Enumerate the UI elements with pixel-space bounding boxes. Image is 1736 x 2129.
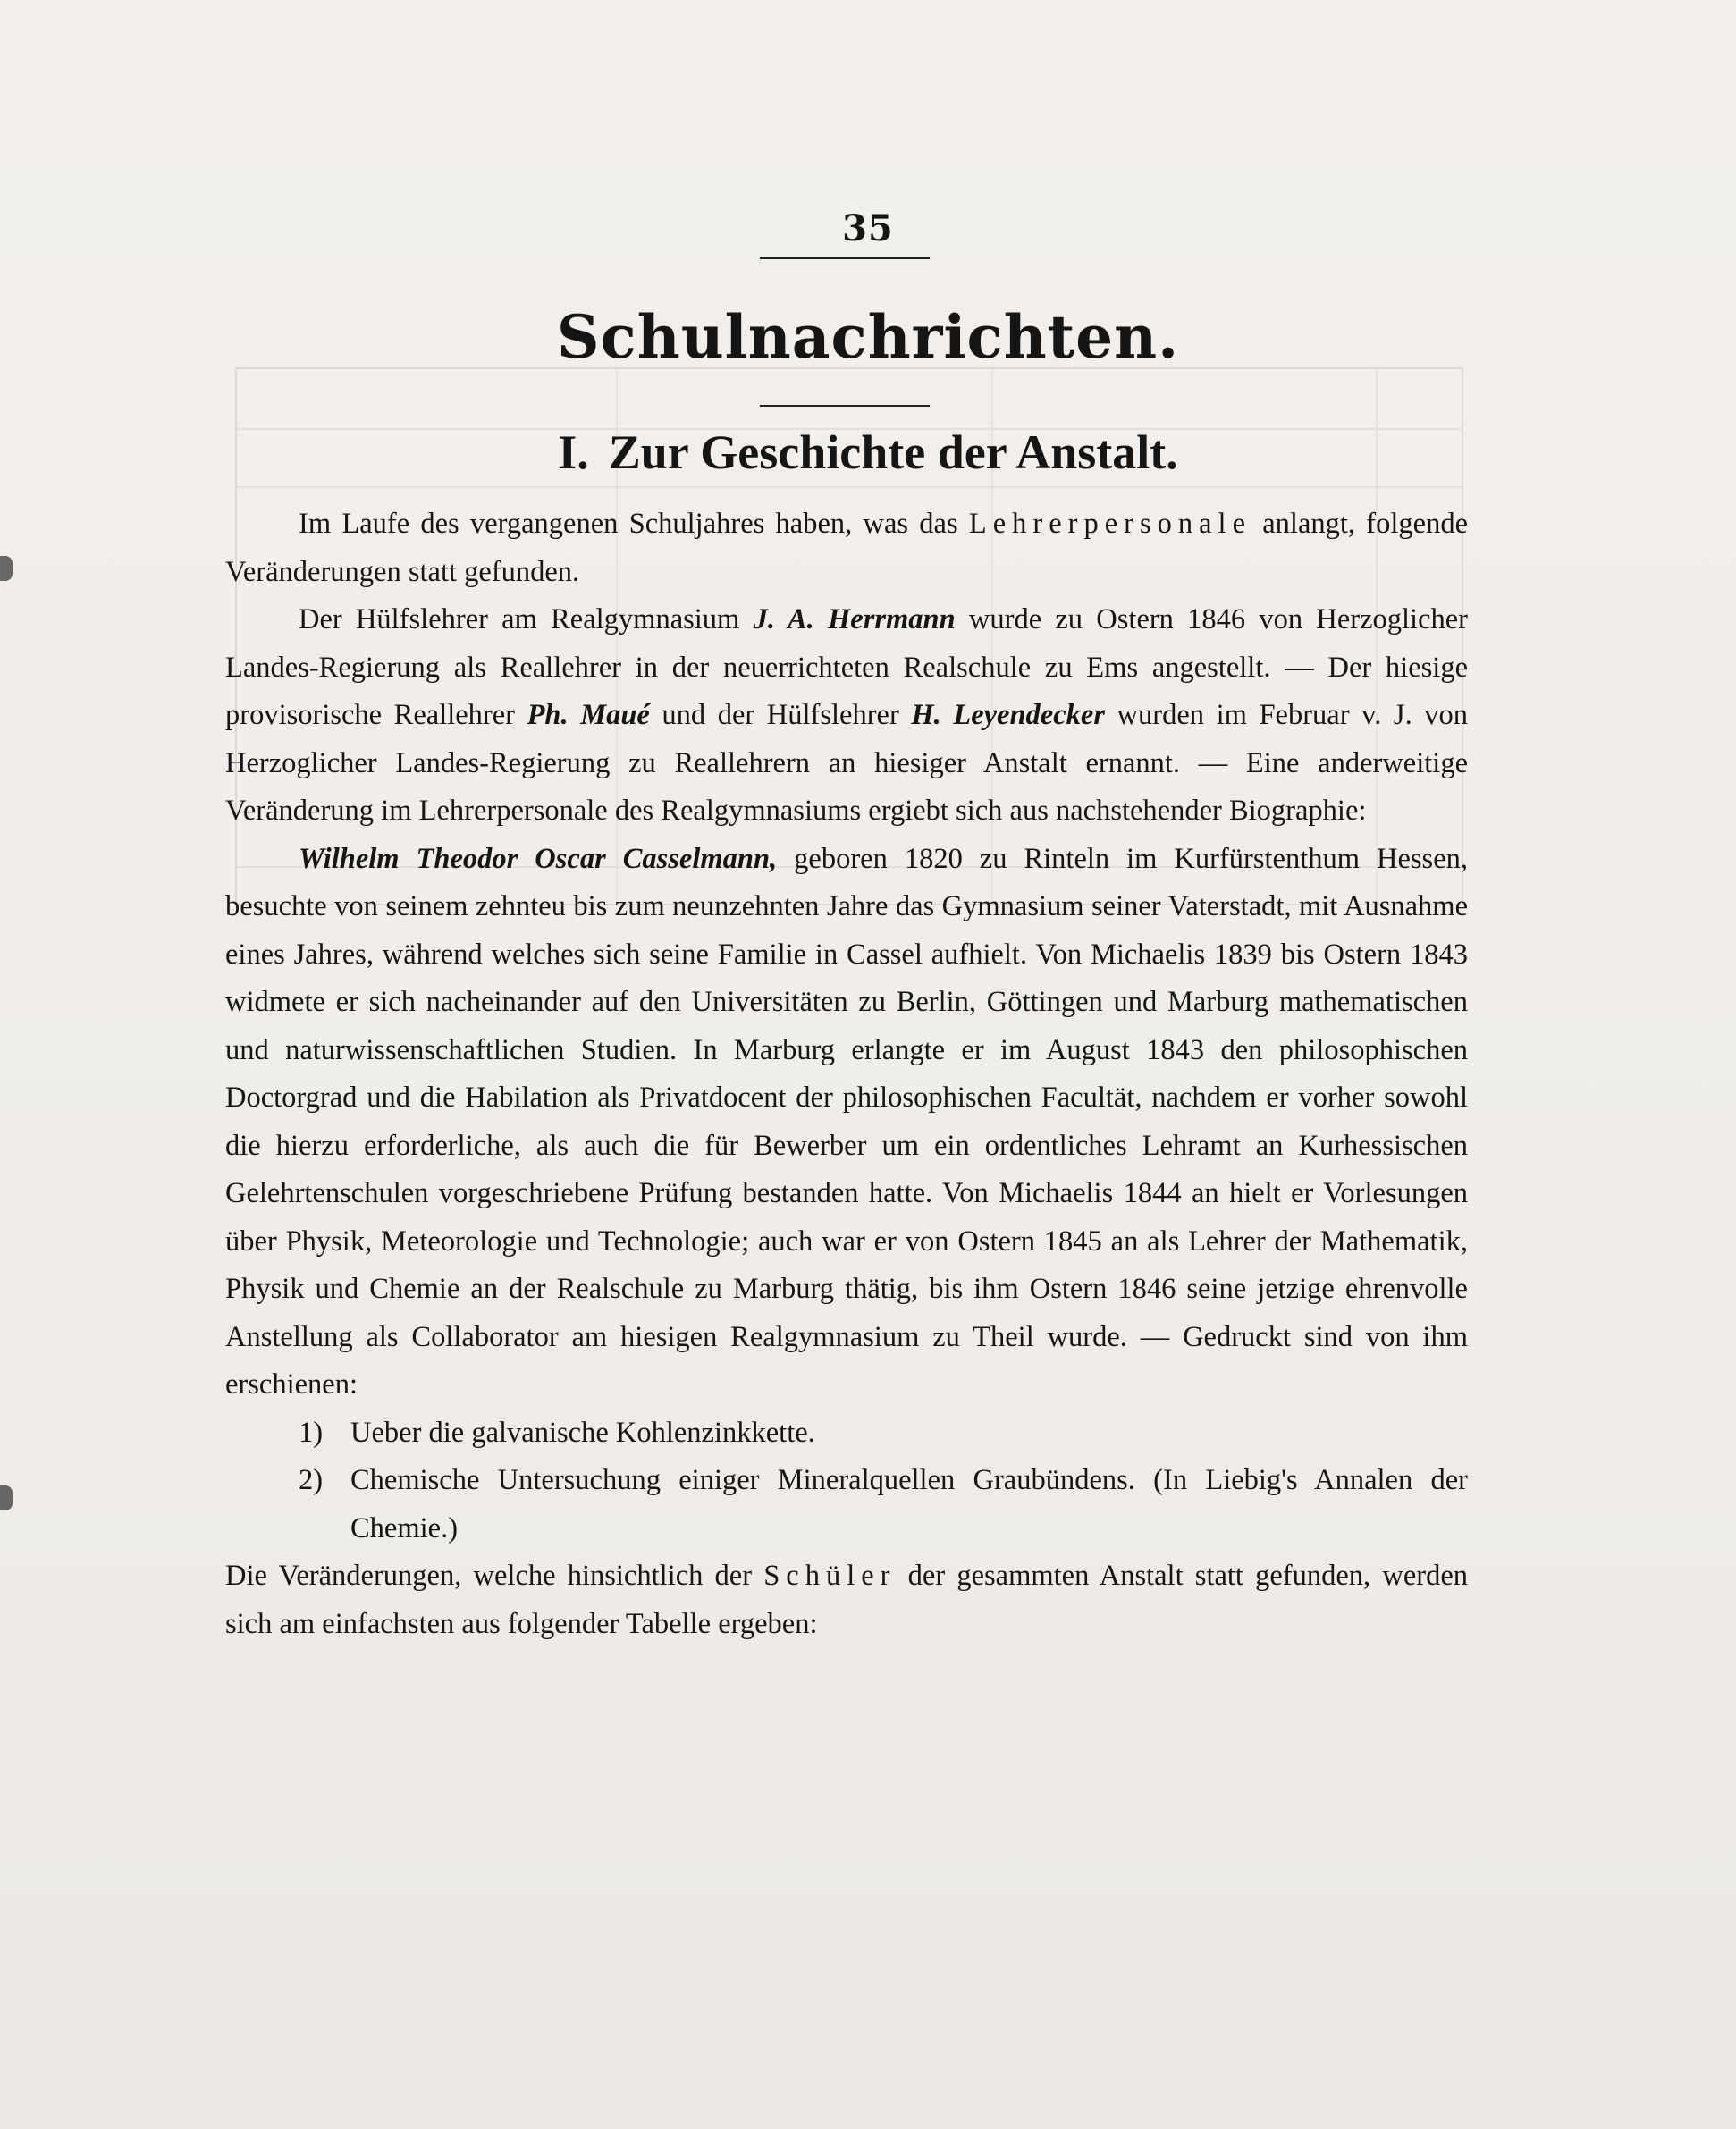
person-name: Ph. Maué (527, 699, 650, 731)
person-name: Wilhelm Theodor Oscar Casselmann, (299, 842, 778, 875)
paragraph-text: wurden im Februar v. J. von Herzoglicher Landes-Regierung zu Reallehrern an hiesiger Anstalt ernannt. — Eine anderweitige Veränderung im Lehrerpersonale des Realgymnasiums ergiebt sich aus nachstehender Biographie: (225, 699, 1469, 827)
main-title: Schulnachrichten. (556, 302, 1180, 372)
paragraph-text: wurde zu Ostern 1846 von Herzoglicher Landes-Regierung als Reallehrer in der neuerrichteten Realschule zu Ems angestellt. — Der hiesige provisorische Reallehrer (225, 603, 1469, 731)
paragraph-text: und der Hülfslehrer (649, 699, 912, 731)
section-heading (0, 425, 1736, 480)
list-text: Chemische Untersuchung einiger Mineralquellen Graubündens. (In Liebig's Annalen der Chemie.) (350, 1464, 1468, 1544)
page-edge-mark (0, 556, 13, 581)
paragraph-text: anlangt, folgende Veränderungen statt gefunden. (225, 508, 1468, 588)
paragraph-staff-changes (225, 501, 1468, 596)
section-heading-text: Zur Geschichte der Anstalt. (608, 425, 1178, 479)
page-edge-mark (0, 1485, 13, 1510)
title-rule (760, 405, 930, 407)
spaced-emphasis: Lehrerpersonale (968, 508, 1251, 540)
paragraph-text: der gesammten Anstalt statt gefunden, werden sich am einfachsten aus folgender Tabelle ergeben: (225, 1560, 1468, 1640)
paragraph-text: Die Veränderungen, welche hinsichtlich der (225, 1560, 764, 1592)
list-number: 2) (299, 1464, 324, 1496)
paragraph-biography (225, 836, 1468, 1410)
list-item (225, 1457, 1468, 1553)
page-number: 35 (842, 207, 894, 249)
page-number-rule (760, 257, 930, 259)
person-name: H. Leyendecker (911, 699, 1105, 731)
list-number: 1) (299, 1416, 324, 1449)
list-item (225, 1410, 1468, 1458)
person-name: J. A. Herrmann (753, 603, 956, 635)
list-text: Ueber die galvanische Kohlenzinkkette. (350, 1416, 815, 1449)
section-numeral: I. (558, 425, 589, 479)
body-text (225, 501, 1468, 1648)
paragraph-text: Im Laufe des vergangenen Schuljahres haben, was das (299, 508, 969, 540)
spaced-emphasis: Schüler (763, 1560, 897, 1592)
paragraph-text: Der Hülfslehrer am Realgymnasium (299, 603, 754, 635)
paragraph-text: geboren 1820 zu Rinteln im Kurfürstenthum Hessen, besuchte von seinem zehnteu bis zum neunzehnten Jahre das Gymnasium seiner Vaterstadt, mit Ausnahme eines Jahres, während welches sich seine Familie in Cassel aufhielt. Von Michaelis 1839 bis Ostern 1843 widmete er sich nacheinander auf den Universitäten zu Berlin, Göttingen und Marburg mathematischen und naturwissenschaftlichen Studien. In Marburg erlangte er im August 1843 den philosophischen Doctorgrad und die Habilation als Privatdocent der philosophischen Facultät, nachdem er vorher sowohl die hierzu erforderliche, als auch die für Bewerber um ein ordentliches Lehramt an Kurhessischen Gelehrtenschulen vorgeschriebene Prüfung bestanden hatte. Von Michaelis 1844 an hielt er Vorlesungen über Physik, Meteorologie und Technologie; auch war er von Ostern 1845 an als Lehrer der Mathematik, Physik und Chemie an der Realschule zu Marburg thätig, bis ihm Ostern 1846 seine jetzige ehrenvolle Anstellung als Collaborator am hiesigen Realgymnasium zu Theil wurde. — Gedruckt sind von ihm erschienen: (225, 842, 1468, 1401)
paragraph-students (225, 1553, 1468, 1648)
paragraph-appointments (225, 596, 1468, 836)
